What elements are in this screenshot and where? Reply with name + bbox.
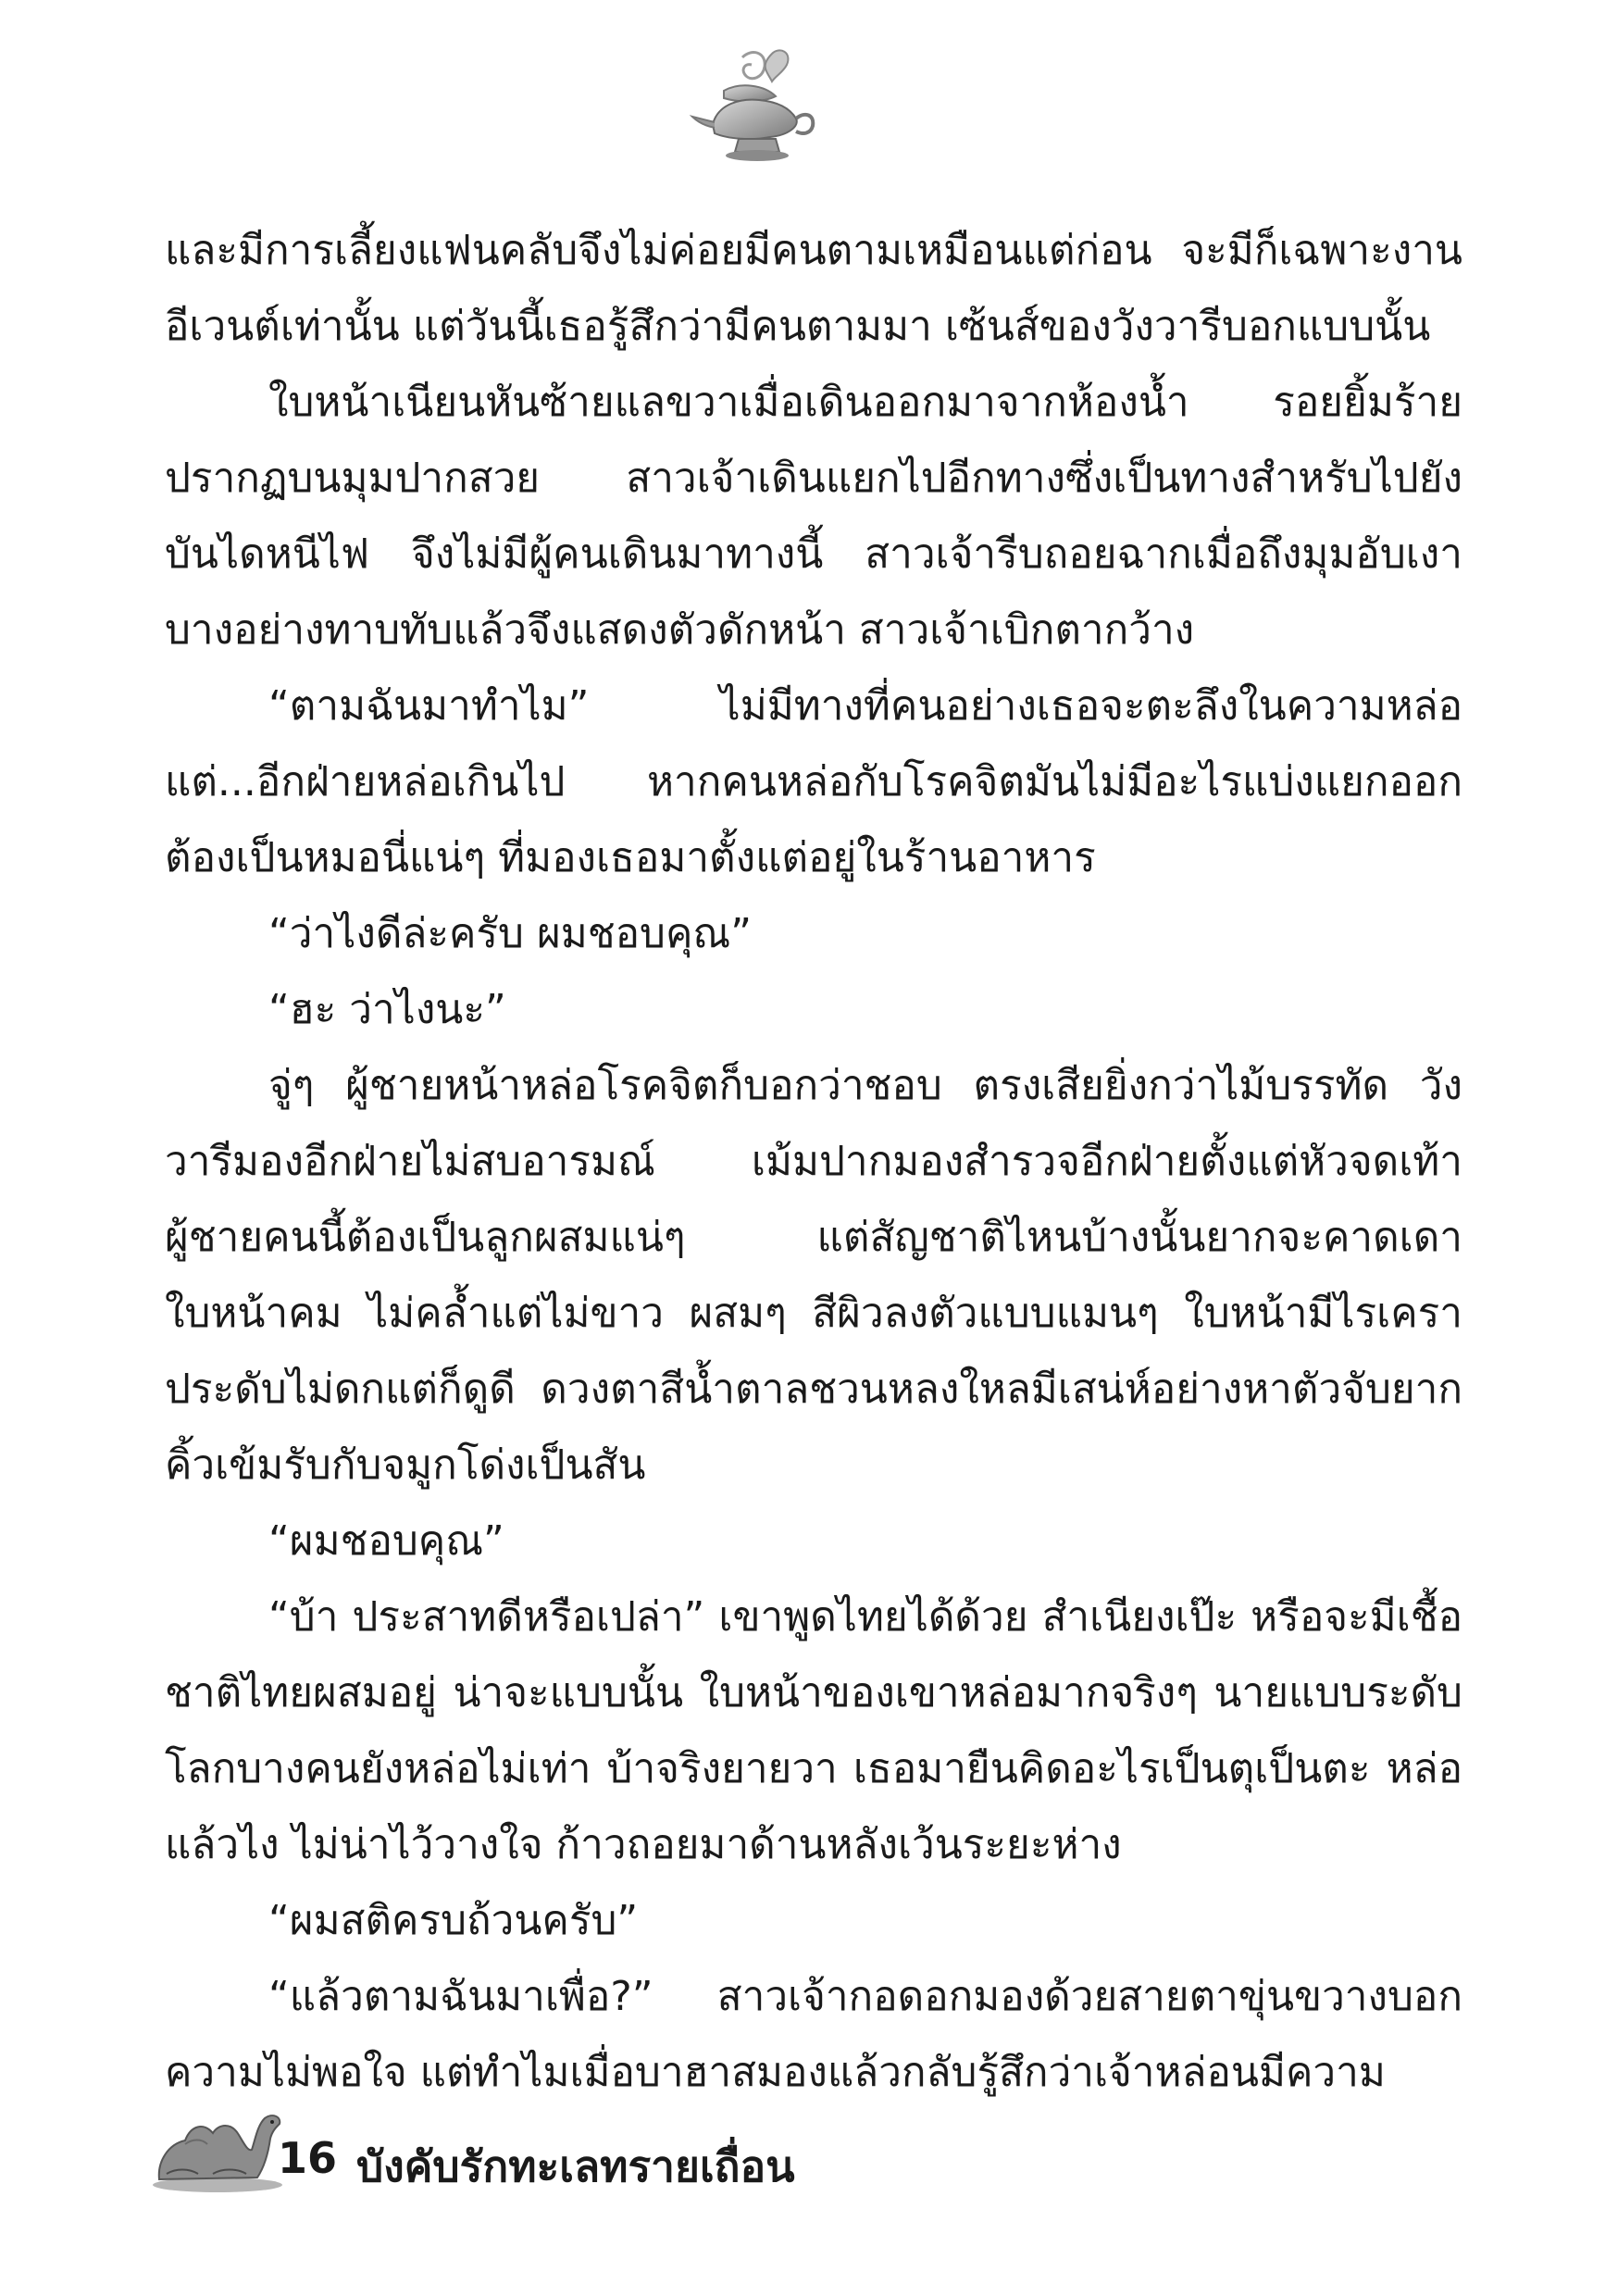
paragraph: “ตามฉันมาทำไม” ไม่มีทางที่คนอย่างเธอจะตะลึงในความหล่อ แต่...อีกฝ่ายหล่อเกินไป หากคนหล่อกับโรคจิตมันไม่มีอะไรแบ่งแยกออก ต้องเป็นหมอนี่แน่ๆ ที่มองเธอมาตั้งแต่อยู่ในร้านอาหาร [165,682,1462,881]
paragraph: “ผมชอบคุณ” [268,1517,504,1565]
paragraph: “ว่าไงดีล่ะครับ ผมชอบคุณ” [268,910,753,957]
paragraph: “แล้วตามฉันมาเพื่อ?” สาวเจ้ากอดอกมองด้วยสายตาขุ่นขวางบอกความไม่พอใจ แต่ทำไมเมื่อบาฮาสมองแล้วกลับรู้สึกว่าเจ้าหล่อนมีความ [165,1973,1462,2096]
body-text [165,213,1462,2111]
paragraph: และมีการเลี้ยงแฟนคลับจึงไม่ค่อยมีคนตามเหมือนแต่ก่อน จะมีก็เฉพาะงานอีเวนต์เท่านั้น แต่วันนี้เธอรู้สึกว่ามีคนตามมา เซ้นส์ของวังวารีบอกแบบนั้น [165,227,1462,350]
page-number: 16 [278,2133,338,2183]
page-footer [148,2094,1074,2196]
book-title: บังคับรักทะเลทรายเถื่อน [356,2141,795,2191]
paragraph: “บ้า ประสาทดีหรือเปล่า” เขาพูดไทยได้ด้วย สำเนียงเป๊ะ หรือจะมีเชื้อชาติไทยผสมอยู่ น่าจะแบบนั้น ใบหน้าของเขาหล่อมากจริงๆ นายแบบระดับโลกบางคนยังหล่อไม่เท่า บ้าจริงยายวา เธอมายืนคิดอะไรเป็นตุเป็นตะ หล่อแล้วไง ไม่น่าไว้วางใจ ก้าวถอยมาด้านหลังเว้นระยะห่าง [165,1593,1462,1868]
camel-icon [148,2094,287,2196]
paragraph: จู่ๆ ผู้ชายหน้าหล่อโรคจิตก็บอกว่าชอบ ตรงเสียยิ่งกว่าไม้บรรทัด วังวารีมองอีกฝ่ายไม่สบอารมณ์ เม้มปากมองสำรวจอีกฝ่ายตั้งแต่หัวจดเท้า ผู้ชายคนนี้ต้องเป็นลูกผสมแน่ๆ แต่สัญชาติไหนบ้างนั้นยากจะคาดเดา ใบหน้าคม ไม่คล้ำแต่ไม่ขาว ผสมๆ สีผิวลงตัวแบบแมนๆ ใบหน้ามีไรเครา ประดับไม่ดกแต่ก็ดูดี ดวงตาสีน้ำตาลชวนหลงใหลมีเสน่ห์อย่างหาตัวจับยาก คิ้วเข้มรับกับจมูกโด่งเป็นสัน [165,1062,1462,1489]
paragraph: “ฮะ ว่าไงนะ” [268,986,506,1033]
genie-lamp-ornament-icon [687,44,826,183]
paragraph: “ผมสติครบถ้วนครับ” [268,1897,639,1944]
paragraph: ใบหน้าเนียนหันซ้ายแลขวาเมื่อเดินออกมาจากห้องน้ำ รอยยิ้มร้ายปรากฏบนมุมปากสวย สาวเจ้าเดินแยกไปอีกทางซึ่งเป็นทางสำหรับไปยังบันไดหนีไฟ จึงไม่มีผู้คนเดินมาทางนี้ สาวเจ้ารีบถอยฉากเมื่อถึงมุมอับเงาบางอย่างทาบทับแล้วจึงแสดงตัวดักหน้า สาวเจ้าเบิกตากว้าง [165,379,1462,654]
